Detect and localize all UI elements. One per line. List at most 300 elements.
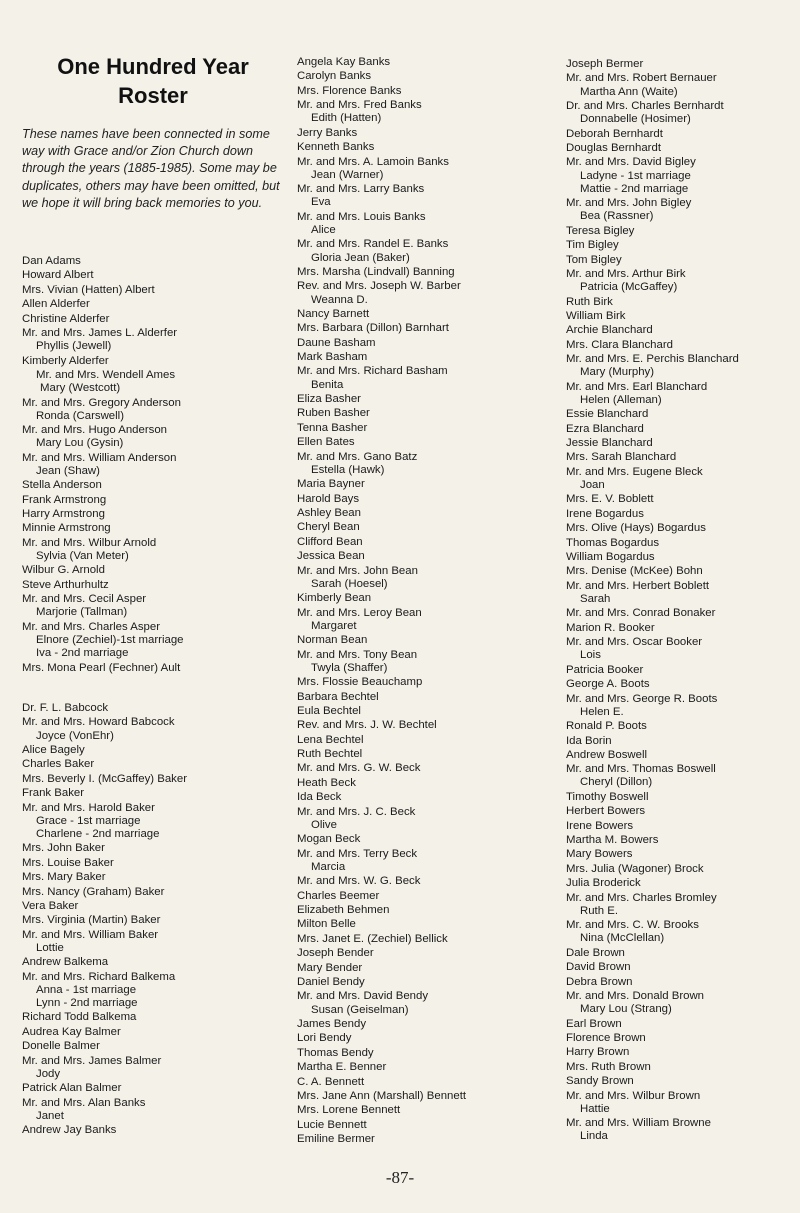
roster-entry — [297, 56, 555, 69]
roster-name: Joseph Bender — [297, 947, 374, 960]
title-line-1: One Hundred Year — [57, 54, 249, 79]
roster-name: Jessica Bean — [297, 550, 365, 563]
roster-name: Ruth Bechtel — [297, 748, 363, 761]
roster-entry — [566, 693, 798, 719]
roster-name: Mr. and Mrs. Eugene Bleck — [566, 465, 703, 478]
roster-spouse: Joyce (VonEhr) — [36, 729, 114, 742]
roster-name: Douglas Bernhardt — [566, 141, 661, 154]
roster-name: Mr. and Mrs. David Bendy — [297, 990, 429, 1003]
roster-entry — [22, 1040, 284, 1053]
roster-spouse: Iva - 2nd marriage — [36, 647, 129, 660]
roster-entry — [566, 537, 798, 550]
roster-name: Andrew Jay Banks — [22, 1124, 117, 1137]
roster-entry — [566, 877, 798, 890]
roster-entry — [566, 1075, 798, 1088]
roster-name: Patrick Alan Balmer — [22, 1082, 122, 1095]
roster-name: Cheryl Bean — [297, 521, 360, 534]
roster-name: Mrs. Lorene Bennett — [297, 1104, 401, 1117]
roster-name: Irene Bowers — [566, 819, 634, 832]
roster-name: Mary Bender — [297, 961, 363, 974]
roster-entry — [566, 1117, 798, 1143]
roster-name: Joseph Bermer — [566, 58, 644, 70]
roster-spouse: Twyla (Shaffer) — [311, 661, 388, 674]
roster-spouse: Nina (McClellan) — [580, 932, 665, 945]
roster-entry — [297, 550, 555, 563]
roster-entry — [297, 322, 555, 335]
roster-entry — [566, 197, 798, 223]
roster-name: Mogan Beck — [297, 833, 361, 846]
roster-name: Debra Brown — [566, 975, 633, 988]
roster-name: Heath Beck — [297, 776, 356, 789]
roster-name: Dr. and Mrs. Charles Bernhardt — [566, 99, 724, 112]
roster-name: Frank Armstrong — [22, 493, 107, 506]
roster-name: Patricia Booker — [566, 663, 644, 676]
roster-entry — [566, 239, 798, 252]
roster-entry — [297, 1047, 555, 1060]
roster-spouse: Mary Lou (Gysin) — [36, 437, 124, 450]
roster-name: Mary Bowers — [566, 848, 633, 861]
roster-entry — [22, 956, 284, 969]
roster-name: Mr. and Mrs. Richard Basham — [297, 365, 448, 378]
roster-name: Martha M. Bowers — [566, 834, 659, 847]
roster-spouse: Phyllis (Jewell) — [36, 340, 112, 353]
roster-entry — [297, 762, 555, 775]
roster-entry — [566, 451, 798, 464]
roster-name: Mr. and Mrs. Gregory Anderson — [22, 396, 181, 409]
roster-entry — [566, 1046, 798, 1059]
roster-name: Mrs. Jane Ann (Marshall) Bennett — [297, 1089, 467, 1102]
roster-name: Mr. and Mrs. Conrad Bonaker — [566, 607, 716, 620]
roster-name: Steve Arthurhultz — [22, 578, 109, 591]
roster-name: Mr. and Mrs. Earl Blanchard — [566, 380, 708, 393]
roster-name: Rev. and Mrs. J. W. Bechtel — [297, 719, 437, 732]
roster-spouse: Margaret — [311, 619, 357, 632]
roster-entry — [297, 351, 555, 364]
roster-entry — [566, 72, 798, 98]
roster-entry — [566, 156, 798, 196]
roster-spouse: Grace - 1st marriage — [36, 814, 141, 827]
roster-entry — [22, 1011, 284, 1024]
roster-name: Thomas Bogardus — [566, 536, 660, 549]
roster-name: Barbara Bechtel — [297, 690, 379, 703]
roster-entry — [566, 493, 798, 506]
roster-entry — [297, 238, 555, 264]
roster-name: Allen Alderfer — [22, 298, 90, 311]
roster-entry — [297, 1133, 555, 1146]
roster-entry — [22, 313, 284, 326]
roster-spouse: Jean (Warner) — [311, 168, 384, 181]
roster-spouse: Helen E. — [580, 705, 624, 718]
roster-name: Alice Bagely — [22, 743, 85, 756]
roster-name: Mrs. E. V. Boblett — [566, 493, 654, 506]
roster-entry — [566, 565, 798, 578]
roster-name: Lena Bechtel — [297, 733, 364, 746]
roster-name: Harry Brown — [566, 1046, 630, 1059]
roster-name: Mr. and Mrs. Wendell Ames — [36, 368, 176, 381]
roster-entry — [297, 1018, 555, 1031]
roster-entry — [297, 407, 555, 420]
roster-entry — [22, 857, 284, 870]
roster-name: Norman Bean — [297, 634, 368, 647]
roster-name: Tom Bigley — [566, 253, 622, 266]
intro-paragraph: These names have been connected in some way with Grace and/or Zion Church down through the years (1885-1985). Some may be duplicates, others may have been omitted, but we hope it will bring back memories to you. — [22, 127, 280, 210]
roster-name: Ellen Bates — [297, 436, 355, 449]
roster-entry — [22, 522, 284, 535]
roster-name: Mr. and Mrs. Randel E. Banks — [297, 238, 449, 251]
roster-entry — [22, 758, 284, 771]
roster-name: Mr. and Mrs. William Anderson — [22, 451, 177, 464]
roster-entry — [22, 593, 284, 619]
roster-entry — [566, 947, 798, 960]
roster-entry — [566, 58, 798, 71]
roster-name: Mrs. Florence Banks — [297, 84, 402, 97]
roster-name: Mr. and Mrs. John Bigley — [566, 197, 692, 210]
roster-spouse: Susan (Geiselman) — [311, 1003, 409, 1016]
roster-entry — [297, 875, 555, 888]
roster-spouse: Donnabelle (Hosimer) — [580, 113, 691, 126]
roster-entry — [566, 1061, 798, 1074]
roster-entry — [297, 127, 555, 140]
roster-entry — [297, 308, 555, 321]
roster-entry — [566, 678, 798, 691]
roster-entry — [297, 634, 555, 647]
roster-entry — [22, 1082, 284, 1095]
roster-entry — [566, 749, 798, 762]
roster-name: Daune Basham — [297, 336, 376, 349]
roster-list-b — [22, 702, 284, 1139]
roster-name: Ida Borin — [566, 734, 612, 747]
roster-entry — [297, 777, 555, 790]
roster-name: Ezra Blanchard — [566, 422, 644, 435]
roster-name: Mr. and Mrs. J. C. Beck — [297, 805, 416, 818]
roster-name: Lori Bendy — [297, 1032, 352, 1045]
roster-spouse: Marjorie (Tallman) — [36, 606, 128, 619]
roster-entry — [22, 424, 284, 450]
roster-list-a — [22, 255, 284, 676]
roster-name: C. A. Bennett — [297, 1075, 365, 1088]
roster-name: Mrs. Flossie Beauchamp — [297, 676, 423, 689]
roster-spouse: Jean (Shaw) — [36, 464, 100, 477]
roster-entry — [297, 806, 555, 832]
roster-name: Mr. and Mrs. A. Lamoin Banks — [297, 155, 449, 168]
roster-spouse: Estella (Hawk) — [311, 463, 385, 476]
roster-name: Emiline Bermer — [297, 1133, 375, 1146]
roster-name: Mrs. Nancy (Graham) Baker — [22, 885, 165, 898]
roster-entry — [566, 310, 798, 323]
roster-name: Julia Broderick — [566, 877, 641, 890]
roster-entry — [22, 564, 284, 577]
roster-entry — [22, 579, 284, 592]
roster-entry — [566, 763, 798, 789]
roster-name: Florence Brown — [566, 1031, 646, 1044]
roster-name: Mr. and Mrs. Alan Banks — [22, 1096, 146, 1109]
roster-spouse: Eva — [311, 196, 331, 209]
roster-name: Mrs. Marsha (Lindvall) Banning — [297, 265, 455, 278]
roster-spouse: Edith (Hatten) — [311, 112, 382, 125]
roster-name: Mr. and Mrs. W. G. Beck — [297, 875, 421, 888]
roster-entry — [566, 522, 798, 535]
roster-name: Mr. and Mrs. Terry Beck — [297, 847, 418, 860]
roster-name: Ida Beck — [297, 791, 342, 804]
roster-name: Andrew Balkema — [22, 956, 109, 969]
roster-entry — [22, 702, 284, 715]
roster-spouse: Charlene - 2nd marriage — [36, 827, 160, 840]
roster-entry — [566, 1032, 798, 1045]
roster-name: Mrs. Clara Blanchard — [566, 338, 673, 351]
roster-name: Mrs. Denise (McKee) Bohn — [566, 565, 703, 578]
roster-name: Mrs. Sarah Blanchard — [566, 451, 677, 464]
roster-name: Andrew Boswell — [566, 748, 648, 761]
roster-entry — [22, 298, 284, 311]
roster-spouse: Olive — [311, 818, 337, 831]
roster-entry — [297, 947, 555, 960]
roster-entry — [297, 1119, 555, 1132]
roster-name: Mr. and Mrs. James Balmer — [22, 1054, 162, 1067]
roster-name: Minnie Armstrong — [22, 522, 111, 535]
roster-entry — [566, 100, 798, 126]
roster-spouse: Cheryl (Dillon) — [580, 776, 653, 789]
roster-entry — [566, 664, 798, 677]
roster-entry — [297, 962, 555, 975]
roster-entry — [297, 649, 555, 675]
roster-name: Kenneth Banks — [297, 141, 375, 154]
roster-list-d — [566, 58, 798, 1145]
roster-spouse: Mary Lou (Strang) — [580, 1003, 672, 1016]
roster-name: Thomas Bendy — [297, 1046, 374, 1059]
roster-name: Howard Albert — [22, 269, 94, 282]
roster-name: Irene Bogardus — [566, 507, 644, 520]
roster-name: George A. Boots — [566, 678, 650, 691]
roster-name: Mr. and Mrs. Hugo Anderson — [22, 424, 167, 437]
roster-entry — [297, 493, 555, 506]
roster-name: Earl Brown — [566, 1017, 622, 1030]
roster-entry — [297, 990, 555, 1016]
roster-name: Mr. and Mrs. Charles Bromley — [566, 891, 717, 904]
roster-entry — [297, 976, 555, 989]
roster-name: Harold Bays — [297, 492, 360, 505]
roster-entry — [22, 355, 284, 368]
roster-spouse: Helen (Alleman) — [580, 393, 662, 406]
roster-name: Timothy Boswell — [566, 790, 649, 803]
roster-entry — [297, 393, 555, 406]
roster-spouse: Jody — [36, 1067, 61, 1080]
roster-entry — [297, 1090, 555, 1103]
roster-spouse: Linda — [580, 1130, 608, 1143]
roster-entry — [297, 365, 555, 391]
roster-entry — [297, 156, 555, 182]
roster-entry — [22, 621, 284, 661]
roster-entry — [297, 1076, 555, 1089]
roster-entry — [566, 863, 798, 876]
roster-entry — [566, 339, 798, 352]
roster-name: Maria Bayner — [297, 478, 365, 491]
roster-entry — [566, 466, 798, 492]
roster-name: Mr. and Mrs. David Bigley — [566, 156, 696, 169]
roster-name: Mrs. Mona Pearl (Fechner) Ault — [22, 661, 181, 674]
roster-name: Mr. and Mrs. William Browne — [566, 1117, 711, 1130]
page-title — [28, 52, 278, 110]
roster-entry — [297, 70, 555, 83]
roster-name: Mr. and Mrs. Howard Babcock — [22, 716, 175, 729]
roster-name: Rev. and Mrs. Joseph W. Barber — [297, 280, 461, 293]
roster-entry — [566, 961, 798, 974]
roster-entry — [297, 848, 555, 874]
roster-name: Ashley Bean — [297, 507, 361, 519]
roster-name: Mrs. Beverly I. (McGaffey) Baker — [22, 772, 187, 785]
roster-entry — [566, 423, 798, 436]
roster-spouse: Ladyne - 1st marriage — [580, 169, 691, 182]
roster-name: Teresa Bigley — [566, 224, 635, 237]
roster-entry — [566, 296, 798, 309]
roster-entry — [22, 871, 284, 884]
roster-entry — [297, 890, 555, 903]
roster-entry — [22, 1055, 284, 1081]
roster-name: Mr. and Mrs. Cecil Asper — [22, 593, 147, 606]
roster-entry — [22, 284, 284, 297]
roster-entry — [566, 324, 798, 337]
roster-entry — [566, 225, 798, 238]
roster-name: Frank Baker — [22, 787, 85, 800]
roster-name: Mrs. Virginia (Martin) Baker — [22, 914, 161, 927]
roster-entry — [22, 327, 284, 353]
roster-entry — [297, 904, 555, 917]
roster-name: Eula Bechtel — [297, 704, 361, 717]
roster-name: Tim Bigley — [566, 239, 619, 252]
roster-entry — [22, 787, 284, 800]
roster-name: Mrs. Mary Baker — [22, 871, 106, 884]
roster-entry — [297, 833, 555, 846]
roster-name: Deborah Bernhardt — [566, 127, 663, 140]
roster-entry — [566, 805, 798, 818]
roster-entry — [297, 565, 555, 591]
roster-name: David Brown — [566, 961, 631, 974]
roster-name: Martha E. Benner — [297, 1061, 387, 1074]
roster-name: Dr. F. L. Babcock — [22, 702, 109, 714]
roster-name: Mr. and Mrs. C. W. Brooks — [566, 919, 699, 932]
roster-entry — [22, 842, 284, 855]
roster-spouse: Martha Ann (Waite) — [580, 85, 678, 98]
roster-name: Mr. and Mrs. Harold Baker — [22, 801, 155, 814]
roster-entry — [22, 452, 284, 478]
roster-spouse: Janet — [36, 1109, 64, 1122]
roster-entry — [297, 337, 555, 350]
roster-entry — [297, 1104, 555, 1117]
roster-spouse: Marcia — [311, 860, 346, 873]
roster-entry — [297, 211, 555, 237]
roster-name: Marion R. Booker — [566, 621, 655, 634]
roster-name: Mr. and Mrs. George R. Boots — [566, 692, 718, 705]
roster-entry — [22, 929, 284, 955]
roster-spouse: Benita — [311, 378, 344, 391]
roster-name: Stella Anderson — [22, 479, 102, 492]
roster-name: Mr. and Mrs. James L. Alderfer — [22, 326, 178, 339]
roster-entry — [566, 607, 798, 620]
title-line-2: Roster — [118, 83, 188, 108]
roster-entry — [297, 607, 555, 633]
roster-entry — [22, 1097, 284, 1123]
roster-entry — [297, 507, 555, 520]
roster-entry — [566, 437, 798, 450]
roster-spouse: Sarah (Hoesel) — [311, 577, 388, 590]
roster-name: Angela Kay Banks — [297, 56, 391, 68]
roster-entry — [22, 1026, 284, 1039]
roster-name: Tenna Basher — [297, 421, 368, 434]
roster-spouse: Gloria Jean (Baker) — [311, 251, 410, 264]
roster-entry — [297, 791, 555, 804]
roster-entry — [22, 508, 284, 521]
roster-entry — [22, 255, 284, 268]
roster-name: Christine Alderfer — [22, 312, 110, 325]
roster-entry — [22, 914, 284, 927]
roster-entry — [297, 748, 555, 761]
roster-name: Harry Armstrong — [22, 508, 105, 521]
roster-entry — [566, 622, 798, 635]
roster-name: Kimberly Alderfer — [22, 354, 109, 367]
roster-entry — [566, 892, 798, 918]
roster-spouse: Joan — [580, 479, 605, 492]
roster-entry — [566, 1018, 798, 1031]
roster-name: Clifford Bean — [297, 535, 363, 548]
roster-entry — [566, 848, 798, 861]
roster-spouse: Patricia (McGaffey) — [580, 281, 678, 294]
roster-spouse: Lois — [580, 649, 601, 662]
roster-name: Mr. and Mrs. G. W. Beck — [297, 762, 421, 775]
roster-name: Mr. and Mrs. Richard Balkema — [22, 970, 176, 983]
roster-name: Milton Belle — [297, 918, 356, 931]
roster-name: Eliza Basher — [297, 393, 361, 406]
roster-entry — [297, 478, 555, 491]
roster-spouse: Lynn - 2nd marriage — [36, 997, 138, 1010]
roster-entry — [566, 791, 798, 804]
roster-name: Mrs. John Baker — [22, 842, 105, 855]
roster-entry — [297, 536, 555, 549]
roster-entry — [22, 886, 284, 899]
roster-entry — [297, 1061, 555, 1074]
roster-entry — [22, 802, 284, 842]
roster-name: Audrea Kay Balmer — [22, 1025, 121, 1038]
roster-name: Kimberly Bean — [297, 592, 372, 605]
roster-entry — [566, 735, 798, 748]
roster-name: Charles Beemer — [297, 889, 380, 902]
roster-entry — [566, 720, 798, 733]
roster-entry — [297, 183, 555, 209]
roster-name: Mark Basham — [297, 351, 368, 364]
roster-entry — [566, 268, 798, 294]
roster-name: Mr. and Mrs. Thomas Boswell — [566, 763, 716, 776]
roster-name: Mr. and Mrs. Wilbur Brown — [566, 1089, 701, 1102]
roster-spouse: Hattie — [580, 1102, 610, 1115]
roster-entry — [297, 85, 555, 98]
roster-name: Mr. and Mrs. William Baker — [22, 928, 159, 941]
roster-entry — [566, 408, 798, 421]
roster-name: Mr. and Mrs. Tony Bean — [297, 648, 418, 661]
roster-list-c — [297, 56, 555, 1147]
roster-entry — [566, 990, 798, 1016]
roster-name: Jessie Blanchard — [566, 437, 653, 450]
roster-name: Mrs. Vivian (Hatten) Albert — [22, 283, 155, 296]
roster-name: Sandy Brown — [566, 1075, 634, 1088]
roster-entry — [297, 436, 555, 449]
roster-name: Mr. and Mrs. Oscar Booker — [566, 636, 703, 649]
roster-spouse: Mary (Murphy) — [580, 366, 655, 379]
roster-name: Mr. and Mrs. Herbert Boblett — [566, 579, 710, 592]
roster-name: Herbert Bowers — [566, 805, 646, 818]
roster-entry — [566, 381, 798, 407]
roster-entry — [22, 479, 284, 492]
roster-name: William Bogardus — [566, 550, 655, 563]
roster-entry — [566, 128, 798, 141]
roster-name: Mr. and Mrs. Charles Asper — [22, 620, 160, 633]
